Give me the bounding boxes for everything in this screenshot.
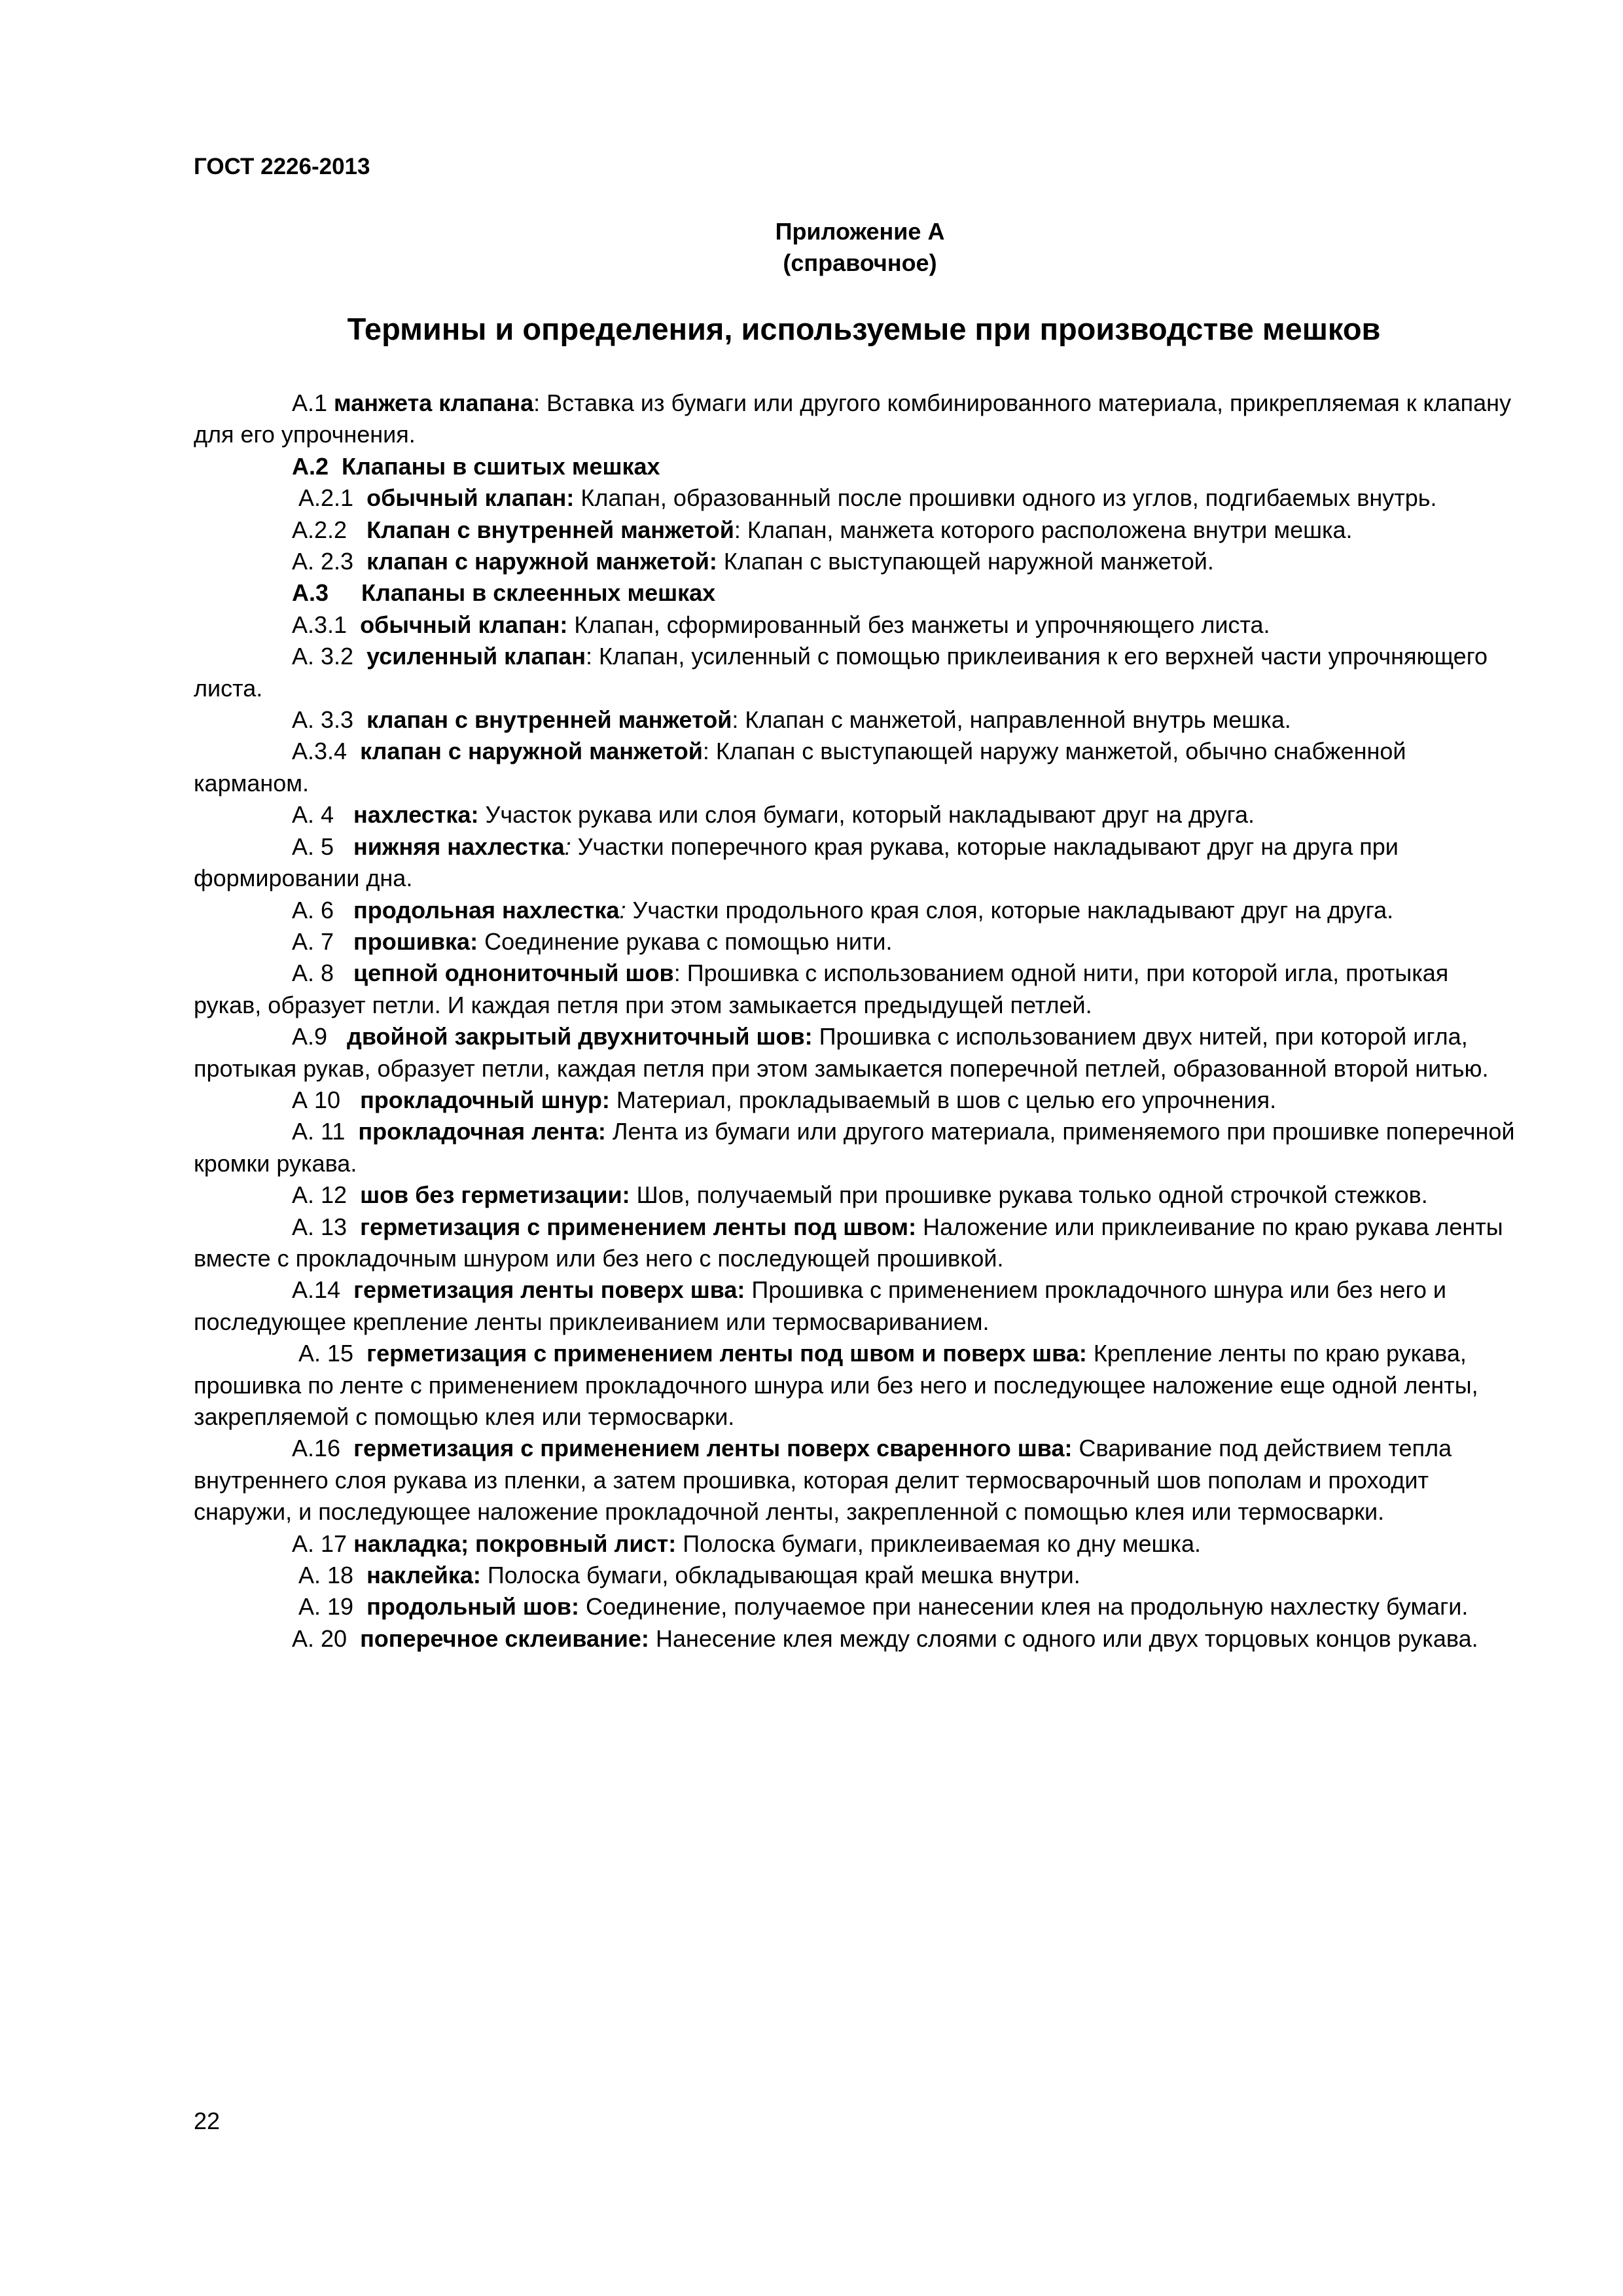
term-entry xyxy=(194,1433,1516,1528)
term-entry xyxy=(194,1591,1516,1623)
entry-number: А. 13 xyxy=(292,1213,361,1240)
entry-number: А. 18 xyxy=(292,1562,367,1589)
entry-term: цепной однониточный шов xyxy=(353,960,674,987)
entry-separator: : xyxy=(702,738,709,765)
entry-term: усиленный клапан xyxy=(366,643,586,670)
term-entry xyxy=(194,577,1516,609)
entry-number: А. 8 xyxy=(292,960,354,987)
entry-term: прокладочный шнур: xyxy=(360,1086,610,1113)
entry-number: А.3.4 xyxy=(292,738,361,765)
term-entry xyxy=(194,609,1516,641)
entry-definition: Полоска бумаги, обкладывающая край мешка внутри. xyxy=(480,1562,1080,1589)
entry-separator: : xyxy=(732,706,739,734)
entry-number: А. 20 xyxy=(292,1624,361,1652)
entry-definition: Прошивка с использованием одной нити, при которой игла, протыкая рукав, образует петли. И каждая петля при этом замыкается предыдущей петлей. xyxy=(194,960,1449,1018)
entry-definition: Участки продольного края слоя, которые накладывают друг на друга. xyxy=(626,896,1394,924)
entry-term: Клапаны в склеенных мешках xyxy=(361,579,716,607)
entry-term: клапан с наружной манжетой: xyxy=(366,548,717,575)
term-entry xyxy=(194,1560,1516,1591)
entry-definition: Соединение, получаемое при нанесении клея на продольную нахлестку бумаги. xyxy=(579,1593,1469,1621)
entry-number: А.1 xyxy=(292,389,334,416)
entry-term: нижняя нахлестка xyxy=(353,833,565,860)
entry-number: А. 19 xyxy=(292,1593,367,1621)
entry-definition: Нанесение клея между слоями с одного или двух торцовых концов рукава. xyxy=(649,1624,1478,1652)
term-entry xyxy=(194,1528,1516,1560)
entry-term: прошивка: xyxy=(353,927,478,955)
entry-term: герметизация с применением ленты под швом и поверх шва: xyxy=(366,1340,1087,1367)
entry-number: А. 3.3 xyxy=(292,706,367,734)
terms-list xyxy=(194,387,1516,1655)
entry-term: наклейка: xyxy=(366,1562,481,1589)
entry-term: прокладочная лента: xyxy=(358,1118,606,1145)
entry-definition: Клапан, манжета которого расположена внутри мешка. xyxy=(740,516,1353,543)
entry-definition: Наложение или приклеивание по краю рукава ленты вместе с прокладочным шнуром или без него с последующей прошивкой. xyxy=(194,1213,1503,1272)
entry-definition: Клапан, образованный после прошивки одного из углов, подгибаемых внутрь. xyxy=(574,484,1437,512)
entry-term: герметизация с применением ленты поверх сваренного шва: xyxy=(353,1435,1073,1462)
entry-definition: Клапан с выступающей наружной манжетой. xyxy=(717,548,1214,575)
entry-number: А. 7 xyxy=(292,927,354,955)
entry-number: А.16 xyxy=(292,1435,354,1462)
entry-definition: Прошивка с применением прокладочного шнура или без него и последующее крепление ленты приклеиванием или термосвариванием. xyxy=(194,1276,1447,1335)
term-entry xyxy=(194,641,1516,704)
entry-separator: : xyxy=(533,389,541,416)
entry-separator: : xyxy=(564,833,571,860)
entry-number: А. 3.2 xyxy=(292,643,367,670)
entry-term: двойной закрытый двухниточный шов: xyxy=(347,1023,813,1050)
entry-number: А.9 xyxy=(292,1023,348,1050)
annex-heading xyxy=(0,216,1623,279)
entry-term: накладка; покровный лист: xyxy=(353,1530,677,1557)
term-entry xyxy=(194,831,1516,895)
entry-term: обычный клапан: xyxy=(360,611,568,638)
entry-term: клапан с внутренней манжетой xyxy=(366,706,732,734)
entry-number: А. 11 xyxy=(292,1118,359,1145)
term-entry xyxy=(194,1338,1516,1433)
term-entry xyxy=(194,1179,1516,1211)
entry-number: А. 15 xyxy=(292,1340,367,1367)
entry-term: герметизация с применением ленты под швом: xyxy=(360,1213,917,1240)
entry-definition: Прошивка с использованием двух нитей, при которой игла, протыкая рукав, образует петли, каждая петля при этом замыкается поперечной петлей, образованной второй нитью. xyxy=(194,1023,1489,1082)
term-entry xyxy=(194,1085,1516,1116)
entry-term: манжета клапана xyxy=(334,389,534,416)
entry-number: А. 4 xyxy=(292,801,354,829)
entry-definition: Клапан, усиленный с помощью приклеивания к его верхней части упрочняющего листа. xyxy=(194,643,1488,702)
term-entry xyxy=(194,1623,1516,1655)
entry-definition: Клапан с выступающей наружу манжетой, обычно снабженной карманом. xyxy=(194,738,1406,797)
entry-definition: Материал, прокладываемый в шов с целью его упрочнения. xyxy=(609,1086,1277,1113)
entry-number: А. 5 xyxy=(292,833,354,860)
entry-number: А. 2.3 xyxy=(292,548,367,575)
term-entry xyxy=(194,799,1516,831)
term-entry xyxy=(194,704,1516,736)
entry-term: продольная нахлестка xyxy=(353,896,620,924)
entry-definition: Шов, получаемый при прошивке рукава только одной строчкой стежков. xyxy=(630,1181,1428,1209)
term-entry xyxy=(194,1274,1516,1338)
term-entry xyxy=(194,451,1516,482)
entry-term: шов без герметизации: xyxy=(360,1181,630,1209)
term-entry xyxy=(194,1021,1516,1085)
entry-term: Клапан с внутренней манжетой xyxy=(366,516,734,543)
entry-number: А.2 xyxy=(292,452,342,480)
entry-separator: : xyxy=(586,643,593,670)
entry-definition: Участок рукава или слоя бумаги, который накладывают друг на друга. xyxy=(478,801,1255,829)
entry-separator: : xyxy=(673,960,681,987)
entry-definition: Соединение рукава с помощью нити. xyxy=(478,927,893,955)
term-entry xyxy=(194,958,1516,1021)
term-entry xyxy=(194,926,1516,958)
entry-definition: Полоска бумаги, приклеиваемая ко дну мешка. xyxy=(676,1530,1201,1557)
entry-number: А.2.2 xyxy=(292,516,367,543)
term-entry xyxy=(194,895,1516,926)
entry-definition: Сваривание под действием тепла внутреннего слоя рукава из пленки, а затем прошивка, которая делит термосварочный шов пополам и проходит снаружи, и последующее наложение прокладочной ленты, закрепленной с помощью клея или термосварки. xyxy=(194,1435,1452,1526)
entry-definition: Лента из бумаги или другого материала, применяемого при прошивке поперечной кромки рукава. xyxy=(194,1118,1515,1177)
term-entry xyxy=(194,387,1516,451)
entry-definition: Вставка из бумаги или другого комбинированного материала, прикрепляемая к клапану для его упрочнения. xyxy=(194,389,1512,448)
annex-type: (справочное) xyxy=(783,249,937,276)
term-entry xyxy=(194,482,1516,514)
document-code: ГОСТ 2226-2013 xyxy=(194,154,370,179)
entry-separator: : xyxy=(619,896,626,924)
entry-number: А.3.1 xyxy=(292,611,361,638)
entry-term: клапан с наружной манжетой xyxy=(360,738,703,765)
term-entry xyxy=(194,736,1516,799)
term-entry xyxy=(194,514,1516,546)
entry-number: А.3 xyxy=(292,579,362,607)
entry-term: Клапаны в сшитых мешках xyxy=(342,452,660,480)
annex-label: Приложение А xyxy=(775,218,945,245)
entry-number: А.2.1 xyxy=(292,484,367,512)
entry-definition: Клапан, сформированный без манжеты и упрочняющего листа. xyxy=(567,611,1270,638)
entry-number: А 10 xyxy=(292,1086,361,1113)
page-number: 22 xyxy=(194,2108,221,2134)
entry-number: А. 12 xyxy=(292,1181,361,1209)
entry-definition: Участки поперечного края рукава, которые накладывают друг на друга при формировании дна. xyxy=(194,833,1399,892)
entry-term: нахлестка: xyxy=(353,801,479,829)
entry-number: А. 17 xyxy=(292,1530,354,1557)
term-entry xyxy=(194,546,1516,577)
term-entry xyxy=(194,1211,1516,1275)
entry-number: А. 6 xyxy=(292,896,354,924)
entry-definition: Крепление ленты по краю рукава, прошивка по ленте с применением прокладочного шнура или без него и последующее наложение еще одной ленты, закрепляемой с помощью клея или термосварки. xyxy=(194,1340,1478,1430)
entry-term: герметизация ленты поверх шва: xyxy=(353,1276,745,1304)
entry-number: А.14 xyxy=(292,1276,354,1304)
entry-term: продольный шов: xyxy=(366,1593,580,1621)
term-entry xyxy=(194,1116,1516,1179)
entry-separator: : xyxy=(734,516,741,543)
entry-term: поперечное склеивание: xyxy=(360,1624,649,1652)
entry-term: обычный клапан: xyxy=(366,484,575,512)
page-title: Термины и определения, используемые при производстве мешков xyxy=(347,312,1381,346)
entry-definition: Клапан с манжетой, направленной внутрь мешка. xyxy=(738,706,1291,734)
